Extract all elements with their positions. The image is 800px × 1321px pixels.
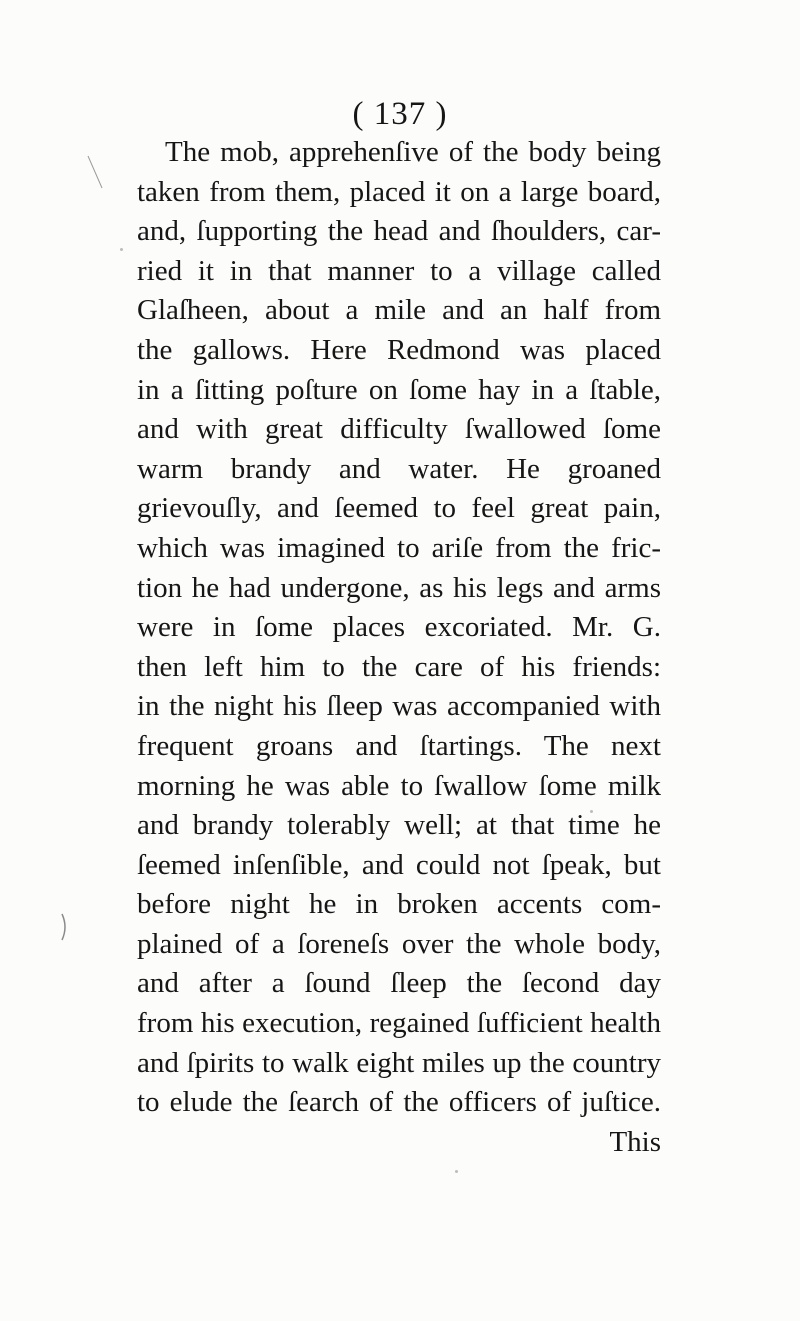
text-line: in the night his ſleep was accompanied with	[137, 690, 661, 723]
text-line: then left him to the care of his friends:	[137, 650, 661, 683]
text-line: before night he in broken accents com-	[137, 888, 661, 921]
text-line: frequent groans and ſtartings. The next	[137, 729, 661, 762]
text-line: from his execution, regained ſufficient health	[137, 1007, 661, 1040]
text-line: The mob, apprehenſive of the body being	[165, 136, 661, 168]
text-line: which was imagined to ariſe from the fric-	[137, 531, 661, 564]
text-line: to elude the ſearch of the officers of juſtice.	[137, 1086, 661, 1119]
text-line: and ſpirits to walk eight miles up the country	[137, 1046, 661, 1079]
text-line: Glaſheen, about a mile and an half from	[137, 294, 661, 327]
text-line: were in ſome places excoriated. Mr. G.	[137, 611, 661, 644]
margin-mark	[86, 154, 106, 190]
text-line: and after a ſound ſleep the ſecond day	[137, 967, 661, 1000]
paper-speck	[455, 1170, 458, 1173]
text-line: grievouſly, and ſeemed to feel great pain,	[137, 492, 661, 525]
text-line: the gallows. Here Redmond was placed	[137, 333, 661, 366]
text-line: plained of a ſoreneſs over the whole body,	[137, 927, 661, 960]
body-text	[137, 133, 661, 1162]
paper-speck	[120, 248, 123, 251]
page-number: ( 137 )	[352, 96, 448, 132]
text-line: ried it in that manner to a village called	[137, 254, 661, 287]
catchword: This	[609, 1125, 661, 1158]
text-line: ſeemed inſenſible, and could not ſpeak, but	[137, 848, 661, 881]
text-line: and, ſupporting the head and ſhoulders, car-	[137, 215, 661, 248]
text-line: and with great difficulty ſwallowed ſome	[137, 413, 661, 446]
text-line: morning he was able to ſwallow ſome milk	[137, 769, 661, 802]
text-line: tion he had undergone, as his legs and arms	[137, 571, 661, 604]
text-line: and brandy tolerably well; at that time he	[137, 809, 661, 842]
text-line: in a ſitting poſture on ſome hay in a ſtable,	[137, 373, 661, 406]
text-line: warm brandy and water. He groaned	[137, 452, 661, 485]
text-line: taken from them, placed it on a large board,	[137, 175, 661, 208]
margin-bracket	[60, 912, 70, 942]
